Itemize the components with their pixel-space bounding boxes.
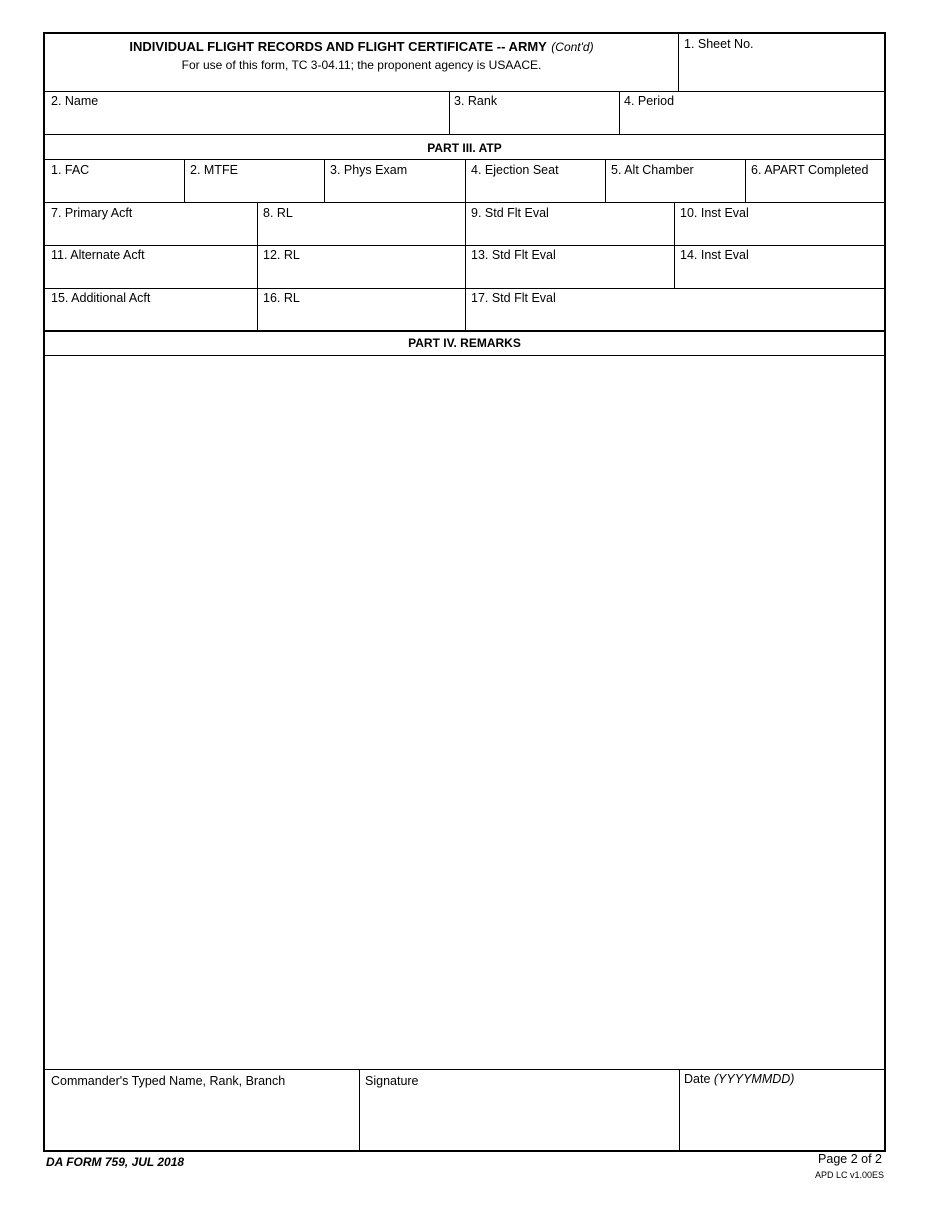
form-id: DA FORM 759, JUL 2018 (46, 1155, 185, 1169)
alternate-acft-label: 11. Alternate Acft (51, 248, 145, 262)
primary-acft-label: 7. Primary Acft (51, 206, 133, 220)
rl8-label: 8. RL (263, 206, 293, 220)
page-number: Page 2 of 2 (818, 1152, 882, 1166)
std-flt-eval-17-label: 17. Std Flt Eval (471, 291, 556, 305)
form-subtitle: For use of this form, TC 3-04.11; the proponent agency is USAACE. (181, 58, 542, 72)
rank-label: 3. Rank (454, 94, 498, 108)
form-header (45, 38, 678, 56)
fac-label: 1. FAC (51, 163, 90, 177)
date-field[interactable] (680, 1090, 884, 1150)
name-field[interactable] (46, 110, 448, 134)
rl16-field[interactable] (258, 306, 464, 330)
period-label: 4. Period (624, 94, 675, 108)
flight-record-form (43, 32, 886, 1152)
rl16-label: 16. RL (263, 291, 300, 305)
ejection-seat-field[interactable] (466, 178, 604, 202)
date-label (684, 1072, 794, 1086)
mtfe-field[interactable] (185, 178, 323, 202)
commander-name-label: Commander's Typed Name, Rank, Branch (51, 1074, 286, 1088)
rl12-label: 12. RL (263, 248, 300, 262)
phys-exam-field[interactable] (325, 178, 464, 202)
form-version: APD LC v1.00ES (814, 1170, 884, 1180)
sheet-no-field[interactable] (679, 52, 884, 90)
phys-exam-label: 3. Phys Exam (330, 163, 408, 177)
std-flt-eval-13-field[interactable] (466, 263, 673, 287)
rank-field[interactable] (450, 110, 619, 134)
part3-heading: PART III. ATP (427, 141, 502, 155)
std-flt-eval-17-field[interactable] (466, 306, 884, 330)
apart-label: 6. APART Completed (751, 163, 869, 177)
period-field[interactable] (620, 110, 884, 134)
alternate-acft-field[interactable] (46, 263, 256, 287)
form-title: INDIVIDUAL FLIGHT RECORDS AND FLIGHT CERTIFICATE -- ARMY (129, 39, 547, 54)
primary-acft-field[interactable] (46, 221, 256, 245)
inst-eval-14-label: 14. Inst Eval (680, 248, 749, 262)
rl12-field[interactable] (258, 263, 464, 287)
additional-acft-label: 15. Additional Acft (51, 291, 151, 305)
part4-heading: PART IV. REMARKS (408, 336, 521, 350)
rl8-field[interactable] (258, 221, 464, 245)
inst-eval-10-field[interactable] (675, 221, 884, 245)
signature-label: Signature (365, 1074, 419, 1088)
date-format-hint: (YYYYMMDD) (713, 1072, 795, 1086)
signature-field[interactable] (360, 1090, 678, 1150)
fac-field[interactable] (46, 178, 183, 202)
apart-field[interactable] (746, 178, 884, 202)
additional-acft-field[interactable] (46, 306, 256, 330)
std-flt-eval-13-label: 13. Std Flt Eval (471, 248, 556, 262)
inst-eval-10-label: 10. Inst Eval (680, 206, 749, 220)
commander-name-field[interactable] (46, 1090, 358, 1150)
inst-eval-14-field[interactable] (675, 263, 884, 287)
std-flt-eval-9-field[interactable] (466, 221, 673, 245)
form-title-suffix: (Cont'd) (551, 40, 594, 54)
sheet-no-label: 1. Sheet No. (684, 37, 754, 51)
alt-chamber-field[interactable] (606, 178, 744, 202)
remarks-textarea[interactable] (46, 357, 883, 1067)
name-label: 2. Name (51, 94, 99, 108)
date-label-text: Date (684, 1072, 711, 1086)
mtfe-label: 2. MTFE (190, 163, 238, 177)
alt-chamber-label: 5. Alt Chamber (611, 163, 694, 177)
std-flt-eval-9-label: 9. Std Flt Eval (471, 206, 549, 220)
ejection-seat-label: 4. Ejection Seat (471, 163, 559, 177)
